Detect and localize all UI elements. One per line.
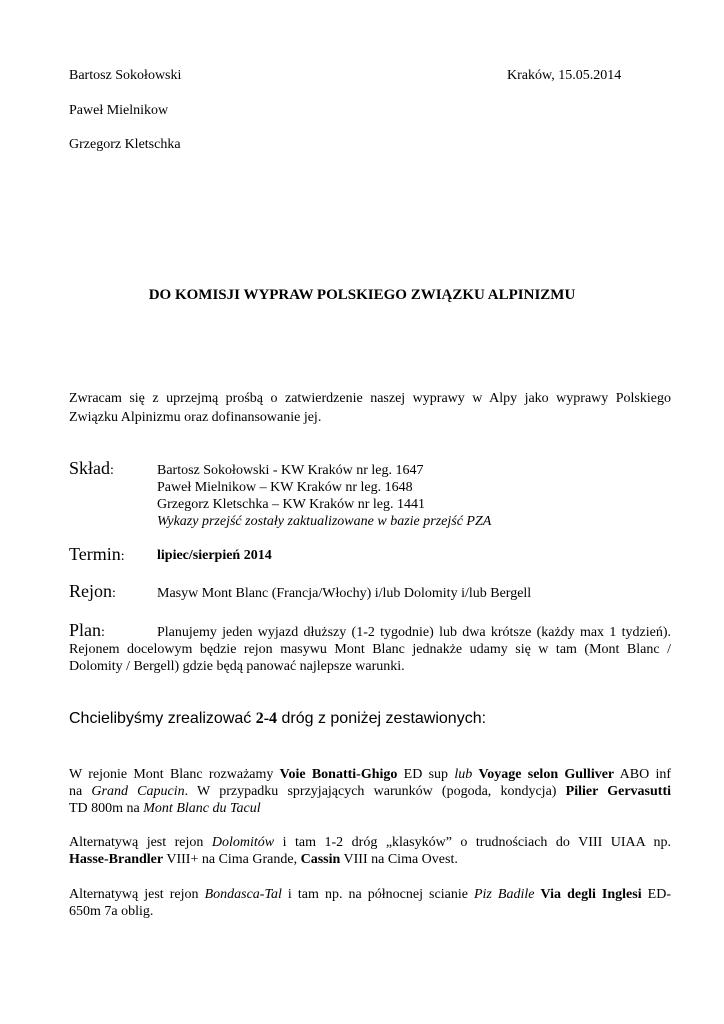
- p1-text: ABO inf: [614, 767, 671, 782]
- p1-text: . W przypadku sprzyjających warunków (pogoda, kondycja): [184, 784, 566, 799]
- author-3: Grzegorz Kletschka: [69, 137, 181, 152]
- rejon-heading: [69, 581, 116, 602]
- plan-colon: :: [101, 625, 105, 640]
- sklad-heading: [69, 458, 114, 479]
- intro-line-2: Związku Alpinizmu oraz dofinansowanie jej.: [69, 410, 322, 425]
- intro-line-1: Zwracam się z uprzejmą prośbą o zatwierdzenie naszej wyprawy w Alpy jako wyprawy Polskiego: [69, 391, 671, 406]
- rejon-colon: :: [112, 586, 116, 601]
- termin-heading: [69, 544, 125, 565]
- peak-piz-badile: Piz Badile: [473, 887, 535, 902]
- p1-line-1: [69, 766, 671, 783]
- sklad-colon: :: [110, 463, 114, 478]
- region-bondasca-tal: Bondasca-Tal: [204, 887, 282, 902]
- author-2: Paweł Mielnikow: [69, 103, 169, 118]
- region-dolomity: Dolomitów: [211, 835, 275, 850]
- sklad-note: Wykazy przejść zostały zaktualizowane w bazie przejść PZA: [157, 514, 492, 529]
- p3-line-2: 650m 7a oblig.: [69, 904, 154, 919]
- p3-text: i tam np. na północnej scianie: [281, 887, 474, 902]
- route-via-degli-inglesi: Via degli Inglesi: [540, 887, 642, 902]
- plan-label: Plan: [69, 620, 102, 640]
- p1-text: na: [69, 784, 92, 799]
- goal-before: Chcielibyśmy zrealizować: [69, 710, 256, 727]
- p2-text: Alternatywą jest rejon: [69, 835, 212, 850]
- member-2: Paweł Mielnikow – KW Kraków nr leg. 1648: [157, 480, 413, 495]
- plan-heading: [69, 620, 105, 641]
- p3-text: Alternatywą jest rejon: [69, 887, 205, 902]
- p1-text: W rejonie Mont Blanc rozważamy: [69, 767, 280, 782]
- rejon-value: Masyw Mont Blanc (Francja/Włochy) i/lub Dolomity i/lub Bergell: [157, 586, 532, 601]
- author-1: Bartosz Sokołowski: [69, 68, 182, 83]
- sklad-label: Skład: [69, 458, 111, 478]
- plan-line-3: Dolomity / Bergell) gdzie będą panować najlepsze warunki.: [69, 659, 405, 674]
- route-pilier-gervasutti: Pilier Gervasutti: [565, 784, 672, 799]
- p1-text: TD 800m na: [69, 801, 144, 816]
- plan-line-1: Planujemy jeden wyjazd dłuższy (1-2 tygodnie) lub dwa krótsze (każdy max 1 tydzień).: [157, 625, 671, 640]
- route-voie-bonatti-ghigo: Voie Bonatti-Ghigo: [279, 767, 398, 782]
- goal-after: dróg z poniżej zestawionych:: [277, 710, 487, 727]
- p3-line-1: [69, 886, 671, 903]
- document-title: DO KOMISJI WYPRAW POLSKIEGO ZWIĄZKU ALPINIZMU: [148, 287, 576, 303]
- member-3: Grzegorz Kletschka – KW Kraków nr leg. 1441: [157, 497, 425, 512]
- goal-bold: 2-4: [255, 710, 278, 727]
- p2-text: i tam 1-2 dróg „klasyków” o trudnościach do VIII UIAA np.: [274, 835, 671, 850]
- p2-text: VIII na Cima Ovest.: [340, 852, 458, 867]
- p3-text: ED-: [641, 887, 671, 902]
- goal-line: [69, 710, 486, 728]
- termin-colon: :: [120, 549, 125, 564]
- rejon-label: Rejon: [69, 581, 112, 601]
- plan-line-2: Rejonem docelowym będzie rejon masywu Mont Blanc jednakże udamy się w tam (Mont Blanc /: [69, 642, 671, 657]
- place-date: Kraków, 15.05.2014: [507, 68, 622, 83]
- p1-text-italic: lub: [454, 767, 473, 782]
- termin-value: lipiec/sierpień 2014: [157, 548, 272, 563]
- peak-grand-capucin: Grand Capucin: [91, 784, 185, 799]
- p1-line-2: [69, 783, 671, 800]
- termin-label: Termin: [69, 544, 121, 564]
- member-1: Bartosz Sokołowski - KW Kraków nr leg. 1647: [157, 463, 424, 478]
- p2-text: VIII+ na Cima Grande,: [163, 852, 301, 867]
- route-hasse-brandler: Hasse-Brandler: [69, 852, 164, 867]
- route-cassin: Cassin: [300, 852, 341, 867]
- route-voyage-selon-gulliver: Voyage selon Gulliver: [478, 767, 615, 782]
- p1-text: ED sup: [397, 767, 455, 782]
- p1-line-3: [69, 800, 261, 817]
- peak-mont-blanc-du-tacul: Mont Blanc du Tacul: [143, 801, 261, 816]
- p2-line-1: [69, 834, 671, 851]
- p2-line-2: [69, 851, 458, 868]
